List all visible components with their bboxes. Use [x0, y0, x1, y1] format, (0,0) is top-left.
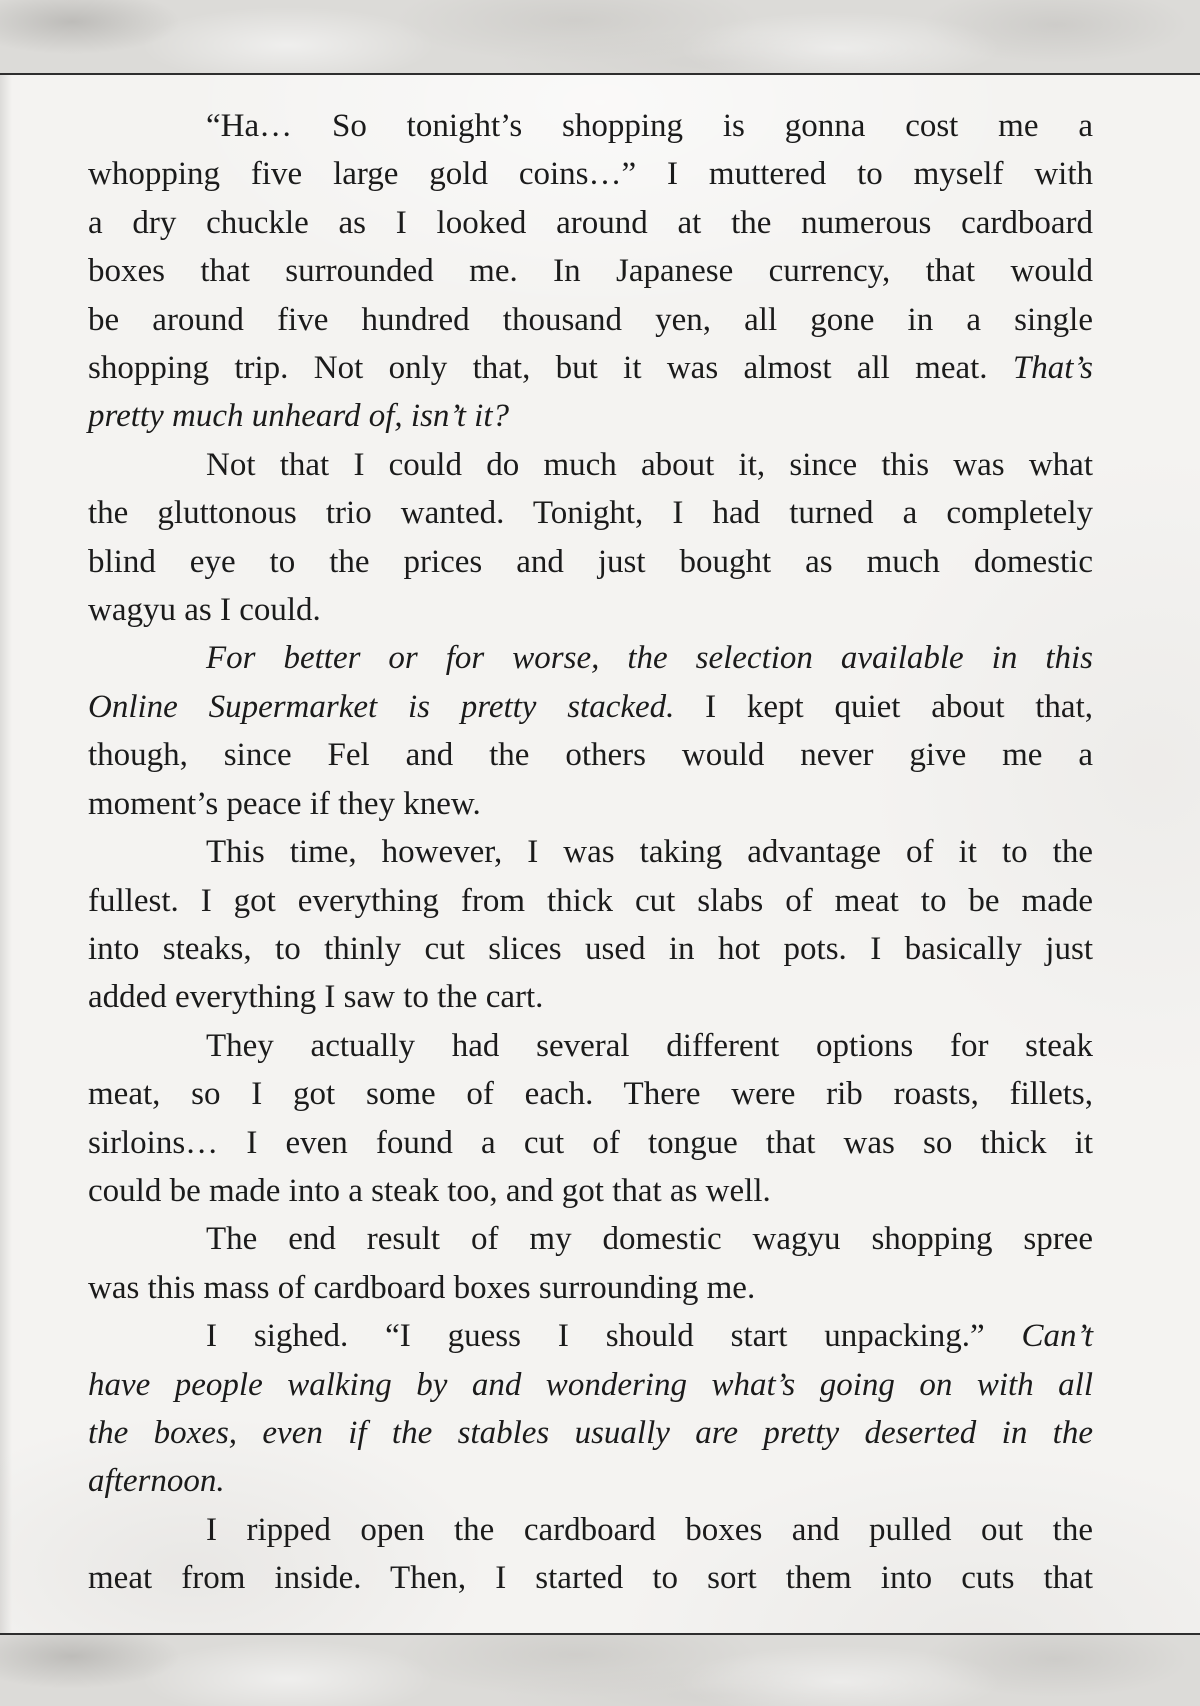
- text-line: [88, 925, 1093, 973]
- page-top-margin-band: [0, 0, 1200, 73]
- text-line: [88, 1215, 1093, 1263]
- paragraph: [88, 1506, 1093, 1603]
- italic-text-segment: Online Supermarket is pretty stacked.: [88, 688, 675, 725]
- text-segment: though, since Fel and the others would never give me a: [88, 737, 1093, 774]
- text-line: [88, 247, 1093, 295]
- text-line: [88, 973, 1093, 1021]
- text-line: [88, 828, 1093, 876]
- paragraph: [88, 102, 1093, 441]
- text-line: [88, 1361, 1093, 1409]
- paragraph: [88, 1215, 1093, 1312]
- text-segment: meat, so I got some of each. There were rib roasts, fillets,: [88, 1076, 1093, 1113]
- text-segment: “Ha… So tonight’s shopping is gonna cost me a: [206, 108, 1093, 144]
- text-segment: The end result of my domestic wagyu shopping spree: [206, 1221, 1093, 1258]
- text-line: [88, 586, 1093, 634]
- text-segment: moment’s peace if they knew.: [88, 785, 481, 822]
- text-segment: sirloins… I even found a cut of tongue that was so thick it: [88, 1124, 1093, 1161]
- text-segment: blind eye to the prices and just bought as much domestic: [88, 543, 1093, 580]
- text-segment: could be made into a steak too, and got that as well.: [88, 1172, 771, 1209]
- paragraph: [88, 634, 1093, 828]
- text-segment: wagyu as I could.: [88, 592, 321, 629]
- italic-text-segment: Can’t: [1021, 1318, 1093, 1355]
- text-segment: fullest. I got everything from thick cut slabs of meat to be made: [88, 882, 1093, 919]
- italic-text-segment: pretty much unheard of, isn’t it?: [88, 398, 510, 435]
- text-segment: meat from inside. Then, I started to sort them into cuts that: [88, 1560, 1093, 1597]
- text-line: [88, 1554, 1093, 1602]
- text-segment: a dry chuckle as I looked around at the numerous cardboard: [88, 204, 1093, 241]
- italic-text-segment: have people walking by and wondering what’s going on with all: [88, 1366, 1093, 1403]
- text-line: [88, 877, 1093, 925]
- text-segment: added everything I saw to the cart.: [88, 979, 544, 1016]
- text-line: [88, 150, 1093, 198]
- text-line: [88, 392, 1093, 440]
- text-line: [88, 1119, 1093, 1167]
- text-segment: be around five hundred thousand yen, all gone in a single: [88, 301, 1093, 338]
- italic-text-segment: For better or for worse, the selection available in this: [206, 640, 1093, 677]
- text-line: [88, 780, 1093, 828]
- text-line: [88, 1264, 1093, 1312]
- text-line: [88, 1022, 1093, 1070]
- text-segment: was this mass of cardboard boxes surrounding me.: [88, 1269, 756, 1306]
- page-bottom-margin-band: [0, 1635, 1200, 1706]
- text-line: [88, 199, 1093, 247]
- text-segment: Not that I could do much about it, since this was what: [206, 446, 1093, 483]
- paragraph: [88, 441, 1093, 635]
- text-line: [88, 1409, 1093, 1457]
- text-line: [88, 441, 1093, 489]
- text-line: [88, 1070, 1093, 1118]
- text-line: [88, 634, 1093, 682]
- paragraph: [88, 828, 1093, 1022]
- text-segment: I ripped open the cardboard boxes and pulled out the: [206, 1511, 1093, 1548]
- text-line: [88, 489, 1093, 537]
- text-line: [88, 296, 1093, 344]
- italic-text-segment: afternoon.: [88, 1463, 225, 1500]
- text-line: [88, 538, 1093, 586]
- text-segment: shopping trip. Not only that, but it was almost all meat.: [88, 350, 1013, 387]
- page-text-area: [0, 75, 1200, 1633]
- text-segment: into steaks, to thinly cut slices used in hot pots. I basically just: [88, 930, 1093, 967]
- text-line: [88, 344, 1093, 392]
- text-segment: the gluttonous trio wanted. Tonight, I had turned a completely: [88, 495, 1093, 532]
- text-segment: I sighed. “I guess I should start unpacking.”: [206, 1318, 1022, 1355]
- text-segment: whopping five large gold coins…” I muttered to myself with: [88, 156, 1093, 193]
- text-line: [88, 1312, 1093, 1360]
- text-segment: This time, however, I was taking advantage of it to the: [206, 834, 1093, 871]
- italic-text-segment: the boxes, even if the stables usually are pretty deserted in the: [88, 1414, 1093, 1451]
- text-segment: boxes that surrounded me. In Japanese currency, that would: [88, 253, 1093, 290]
- text-segment: They actually had several different options for steak: [206, 1027, 1093, 1064]
- text-line: [88, 1506, 1093, 1554]
- paragraph: [88, 1312, 1093, 1506]
- text-line: [88, 1457, 1093, 1505]
- text-line: [88, 102, 1093, 150]
- text-line: [88, 683, 1093, 731]
- paragraph: [88, 1022, 1093, 1216]
- text-line: [88, 1167, 1093, 1215]
- text-segment: I kept quiet about that,: [674, 688, 1093, 725]
- italic-text-segment: That’s: [1012, 350, 1093, 387]
- text-line: [88, 731, 1093, 779]
